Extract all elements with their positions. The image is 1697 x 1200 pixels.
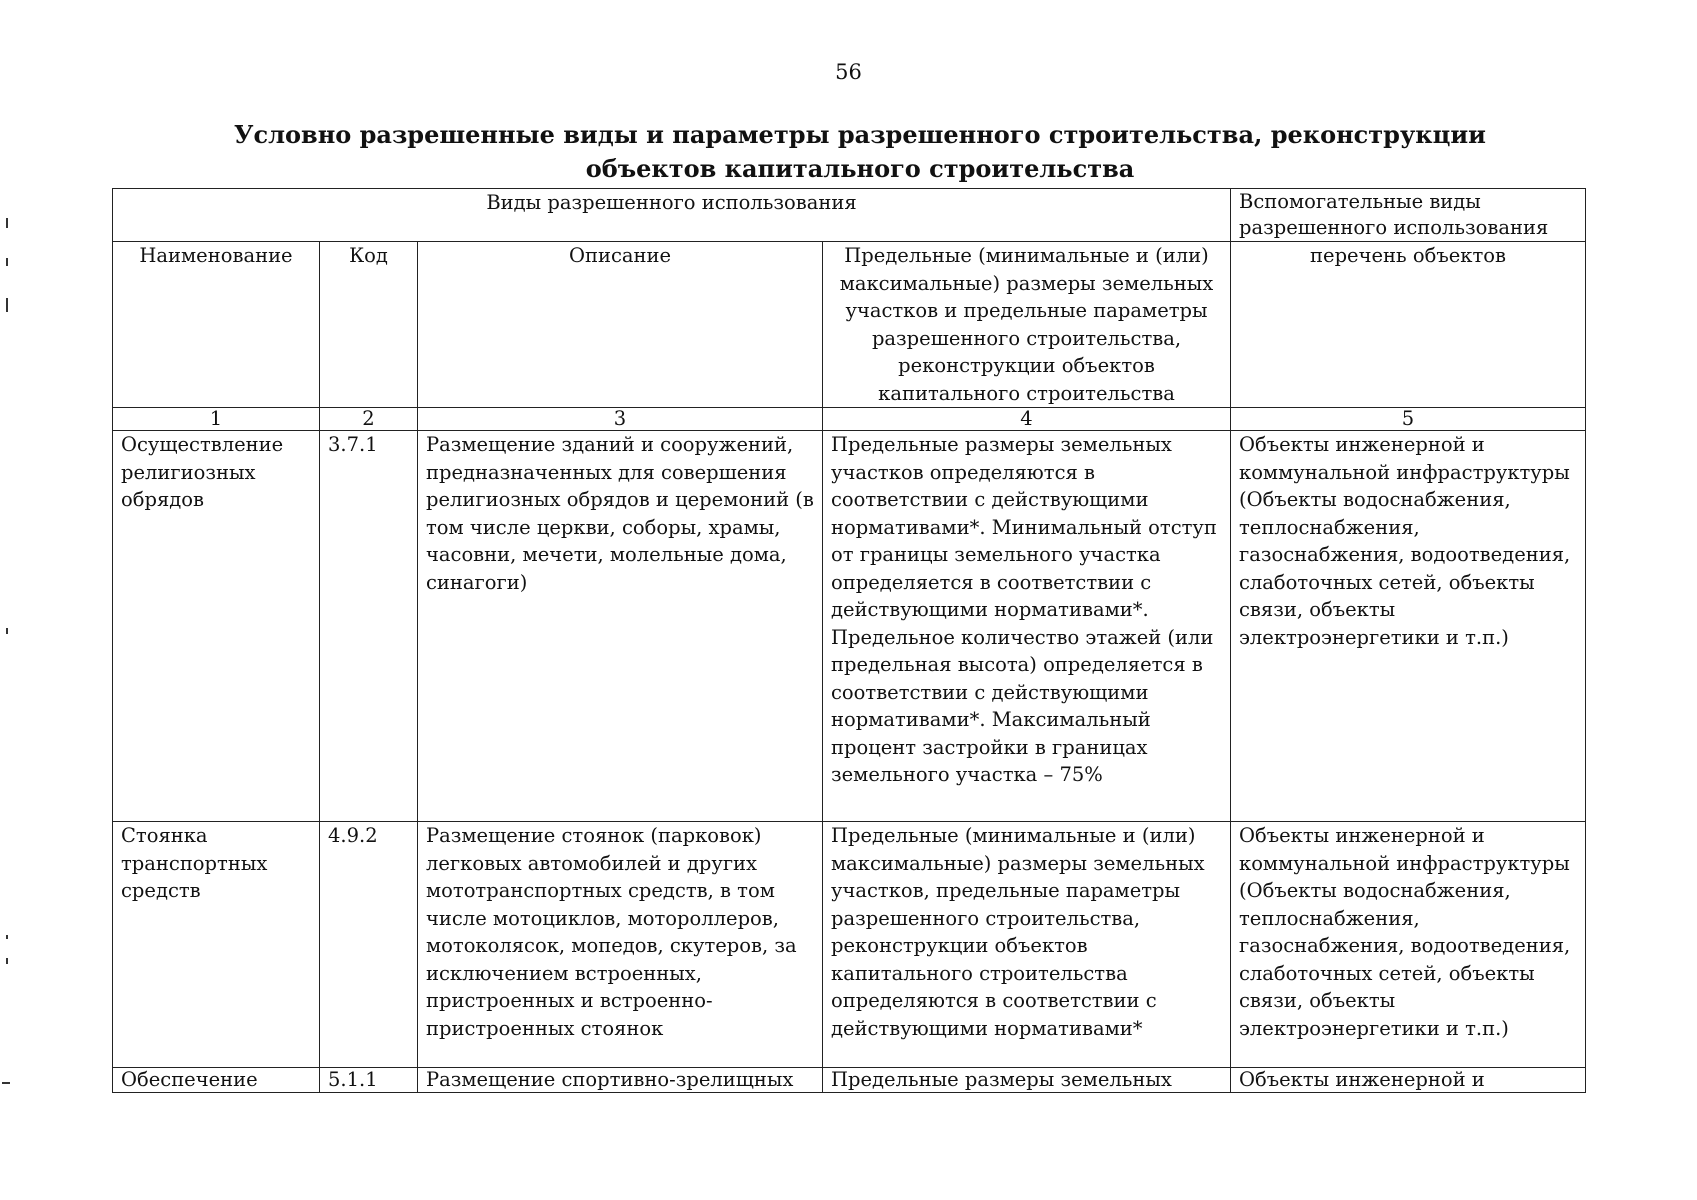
page-number: 56 — [835, 60, 862, 84]
column-header-auxiliary: перечень объектов — [1231, 242, 1586, 408]
use-description-cell: Размещение спортивно-зрелищных — [418, 1068, 823, 1093]
use-description-cell: Размещение зданий и сооружений, предназначенных для совершения религиозных обрядов и церемоний (в том числе церкви, соборы, храмы, часовни, мечети, молельные дома, синагоги) — [418, 431, 823, 822]
column-header-name: Наименование — [113, 242, 320, 408]
use-parameters-cell: Предельные (минимальные и (или) максимальные) размеры земельных участков, предельные параметры разрешенного строительства, реконструкции объектов капитального строительства определяются в соответствии с действующими нормативами* — [823, 822, 1231, 1068]
table-group-header-row — [113, 189, 1586, 242]
column-header-parameters: Предельные (минимальные и (или) максимальные) размеры земельных участков и предельные параметры разрешенного строительства, реконструкции объектов капитального строительства — [823, 242, 1231, 408]
use-name-cell: Стоянка транспортных средств — [113, 822, 320, 1068]
group-header-cell: Виды разрешенного использования — [113, 189, 1231, 242]
column-number: 4 — [823, 408, 1231, 431]
auxiliary-objects-cell: Объекты инженерной и коммунальной инфраструктуры (Объекты водоснабжения, теплоснабжения, газоснабжения, водоотведения, слаботочных сетей, объекты связи, объекты электроэнергетики и т.п.) — [1231, 822, 1586, 1068]
column-number: 1 — [113, 408, 320, 431]
use-description-cell: Размещение стоянок (парковок) легковых автомобилей и других мототранспортных средств, в том числе мотоциклов, мотороллеров, мотоколясок, мопедов, скутеров, за исключением встроенных, пристроенных и встроенно-пристроенных стоянок — [418, 822, 823, 1068]
table-row — [113, 822, 1586, 1068]
use-code-cell: 5.1.1 — [320, 1068, 418, 1093]
use-code-cell: 4.9.2 — [320, 822, 418, 1068]
auxiliary-objects-cell: Объекты инженерной и коммунальной инфраструктуры (Объекты водоснабжения, теплоснабжения, газоснабжения, водоотведения, слаботочных сетей, объекты связи, объекты электроэнергетики и т.п.) — [1231, 431, 1586, 822]
use-name-cell: Осуществление религиозных обрядов — [113, 431, 320, 822]
column-number: 5 — [1231, 408, 1586, 431]
column-header-code: Код — [320, 242, 418, 408]
use-parameters-cell: Предельные размеры земельных — [823, 1068, 1231, 1093]
column-number: 3 — [418, 408, 823, 431]
column-number: 2 — [320, 408, 418, 431]
table-column-header-row — [113, 242, 1586, 408]
table-row — [113, 431, 1586, 822]
table-row — [113, 1068, 1586, 1093]
aux-header-cell: Вспомогательные виды разрешенного использования — [1231, 189, 1586, 242]
use-parameters-cell: Предельные размеры земельных участков определяются в соответствии с действующими нормативами*. Минимальный отступ от границы земельного участка определяется в соответствии с действующими нормативами*. Предельное количество этажей (или предельная высота) определяется в соответствии с действующими нормативами*. Максимальный процент застройки в границах земельного участка – 75% — [823, 431, 1231, 822]
use-name-cell: Обеспечение — [113, 1068, 320, 1093]
auxiliary-objects-cell: Объекты инженерной и — [1231, 1068, 1586, 1093]
column-header-description: Описание — [418, 242, 823, 408]
document-title: Условно разрешенные виды и параметры разрешенного строительства, реконструкции объектов капитального строительства — [234, 120, 1486, 183]
permitted-use-table — [112, 188, 1586, 1093]
column-number-row — [113, 408, 1586, 431]
use-code-cell: 3.7.1 — [320, 431, 418, 822]
